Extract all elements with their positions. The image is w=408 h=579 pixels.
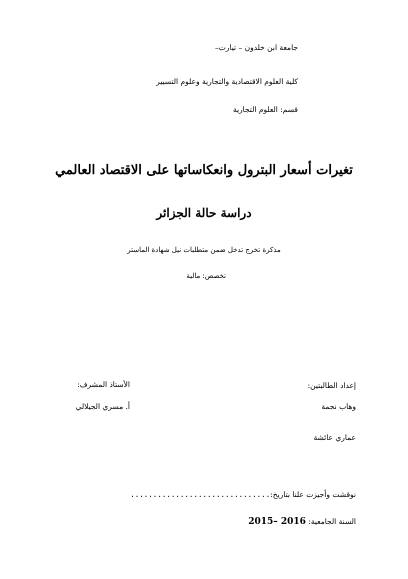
- student-name-2: عماري عائشة: [313, 433, 356, 442]
- university-name: جامعة ابن خلدون – تيارت–: [215, 43, 298, 52]
- specialization: تخصص: مالية: [186, 272, 226, 280]
- academic-year-line: [248, 518, 356, 527]
- defense-date-label: نوقشت وأجيزت علنا بتاريخ:: [270, 490, 356, 499]
- defense-date-blank: ...............................: [130, 490, 271, 499]
- faculty-name: كلية العلوم الاقتصادية والتجارية وعلوم التسيير: [156, 77, 298, 86]
- thesis-title: تغيرات أسعار البترول وانعكاساتها على الاقتصاد العالمي: [55, 163, 353, 178]
- memo-description: مذكرة تخرج تدخل ضمن متطلبات نيل شهادة الماستر: [127, 246, 281, 254]
- students-label: إعداد الطالبتين:: [307, 381, 356, 390]
- supervisor-label: الأستاذ المشرف:: [77, 380, 130, 389]
- supervisor-name: أ. مسري الجيلالي: [75, 402, 130, 411]
- student-name-1: وهاب نجمة: [321, 402, 356, 411]
- academic-year-label: السنة الجامعية:: [308, 517, 356, 526]
- defense-date-line: [130, 491, 356, 499]
- academic-year-value: 2015– 2016: [248, 517, 306, 527]
- case-study-title: دراسة حالة الجزائر: [156, 206, 252, 220]
- department-name: قسم: العلوم التجارية: [232, 105, 298, 114]
